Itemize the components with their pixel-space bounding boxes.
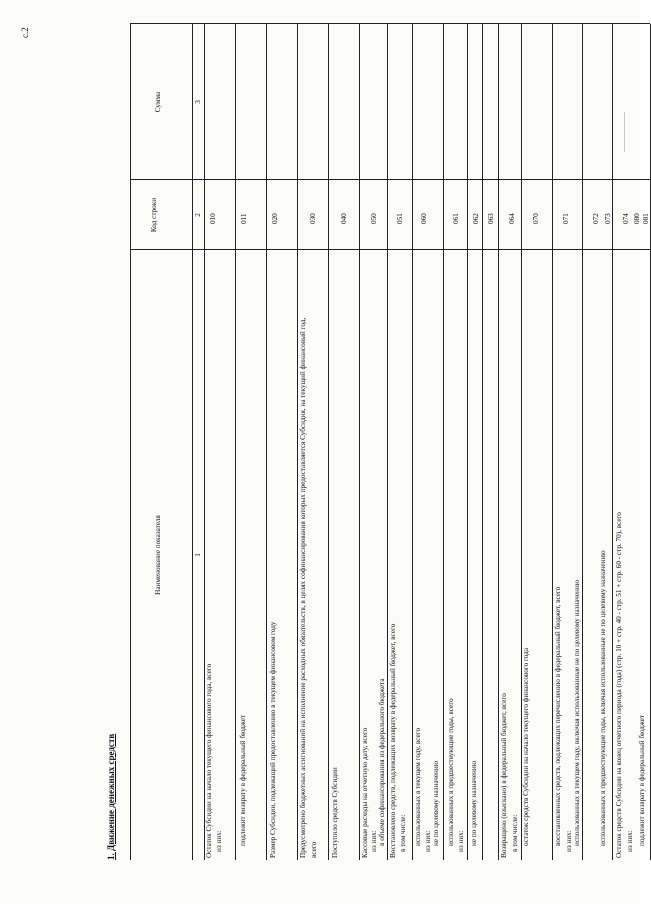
row-label: не по целевому назначению bbox=[470, 760, 478, 846]
row-code: 071 bbox=[562, 213, 570, 224]
scan-artifact bbox=[624, 112, 625, 152]
row-code: 072 bbox=[592, 213, 600, 224]
row-code: 081 bbox=[642, 213, 650, 224]
page-number: с.2 bbox=[20, 27, 30, 38]
row-label: Кассовые расходы на отчетную дату, всего bbox=[361, 727, 369, 858]
row-label: из них: bbox=[424, 830, 432, 852]
table-rule bbox=[359, 24, 360, 860]
header-sum: Сумма bbox=[154, 91, 162, 113]
row-code: 074 bbox=[622, 213, 630, 224]
row-label: Размер Субсидии, подлежащий предоставлению в текущем финансовом году bbox=[269, 621, 277, 858]
table-rule bbox=[552, 24, 553, 860]
section-title: 1. Движение денежных средств bbox=[106, 733, 116, 860]
column-number-1: 1 bbox=[194, 553, 202, 557]
cash-flow-table bbox=[130, 24, 650, 860]
row-code: 010 bbox=[209, 213, 217, 224]
row-label: Предусмотрено бюджетных ассигнований на исполнение расходных обязательств, в целях софинансирования которых предоставляется Субсидия, на текущий финансовый год, bbox=[299, 317, 307, 858]
row-code: 063 bbox=[487, 213, 495, 224]
table-rule bbox=[387, 24, 388, 860]
row-code: 080 bbox=[633, 213, 641, 224]
column-number-3: 3 bbox=[194, 100, 202, 104]
row-label: в том числе: bbox=[399, 814, 407, 852]
row-code: 051 bbox=[396, 213, 404, 224]
table-rule bbox=[443, 24, 444, 860]
table-rule bbox=[328, 24, 329, 860]
row-label: Восстановлено средств, подлежащих возврату в федеральный бюджет, всего bbox=[389, 623, 397, 858]
column-number-2: 2 bbox=[194, 213, 202, 217]
row-code: 060 bbox=[420, 213, 428, 224]
row-code: 040 bbox=[340, 213, 348, 224]
row-code: 020 bbox=[271, 213, 279, 224]
table-rule bbox=[130, 23, 650, 24]
table-rule bbox=[498, 24, 499, 860]
table-rule bbox=[130, 24, 131, 860]
row-label: подлежит возврату в федеральный бюджет bbox=[638, 715, 646, 846]
row-code: 070 bbox=[532, 213, 540, 224]
row-code: 011 bbox=[240, 213, 248, 224]
row-label: Поступило средств Субсидии bbox=[331, 767, 339, 858]
row-label: всего bbox=[310, 841, 318, 858]
row-code: 073 bbox=[604, 213, 612, 224]
table-rule bbox=[612, 24, 613, 860]
row-label: из них: bbox=[370, 830, 378, 852]
row-label: остаток средств Субсидии на начало текущего финансового года bbox=[522, 647, 530, 846]
row-label: использованных в текущем году, всего bbox=[414, 727, 422, 846]
row-label: Остаток средств Субсидии на конец отчетного периода (года) (стр. 10 + стр. 40 - стр. 51 + стр. 60 - стр. 70), всего bbox=[615, 512, 623, 858]
row-code: 062 bbox=[472, 213, 480, 224]
table-rule bbox=[266, 24, 267, 860]
table-rule bbox=[130, 249, 650, 250]
table-rule bbox=[412, 24, 413, 860]
table-rule bbox=[192, 24, 193, 860]
row-code: 064 bbox=[508, 213, 516, 224]
table-rule bbox=[582, 24, 583, 860]
row-code: 030 bbox=[309, 213, 317, 224]
row-label: использованных в текущем году, включая использованные не по целевому назначению bbox=[573, 579, 581, 846]
row-label: использованных в предшествующие годы, включая использованные не по целевому назначению bbox=[599, 550, 607, 846]
row-label: восстановленных средств, подлежащих перечислению в федеральный бюджет, всего bbox=[554, 586, 562, 846]
row-label: из них: bbox=[565, 830, 573, 852]
header-code: Код строки bbox=[150, 197, 158, 233]
row-label: в объеме софинансирования из федерального бюджета bbox=[378, 678, 386, 846]
table-rule bbox=[235, 24, 236, 860]
row-label: подлежит возврату в федеральный бюджет bbox=[239, 715, 247, 846]
row-label: в том числе: bbox=[511, 814, 519, 852]
row-label: Остаток Субсидии на начало текущего финансового года, всего bbox=[205, 663, 213, 858]
table-rule bbox=[297, 24, 298, 860]
row-code: 061 bbox=[452, 213, 460, 224]
row-label: из них: bbox=[215, 830, 223, 852]
header-name: Наименование показателя bbox=[154, 515, 162, 595]
row-label: Возвращено (взыскано) в федеральный бюджет, всего bbox=[500, 693, 508, 858]
row-code: 050 bbox=[370, 213, 378, 224]
row-label: из них: bbox=[457, 830, 465, 852]
row-label: из них: bbox=[626, 830, 634, 852]
table-rule bbox=[482, 24, 483, 860]
row-label: использованных в предшествующие годы, всего bbox=[447, 698, 455, 846]
table-rule bbox=[130, 179, 650, 180]
row-label: не по целевому назначению bbox=[432, 760, 440, 846]
table-rule bbox=[467, 24, 468, 860]
